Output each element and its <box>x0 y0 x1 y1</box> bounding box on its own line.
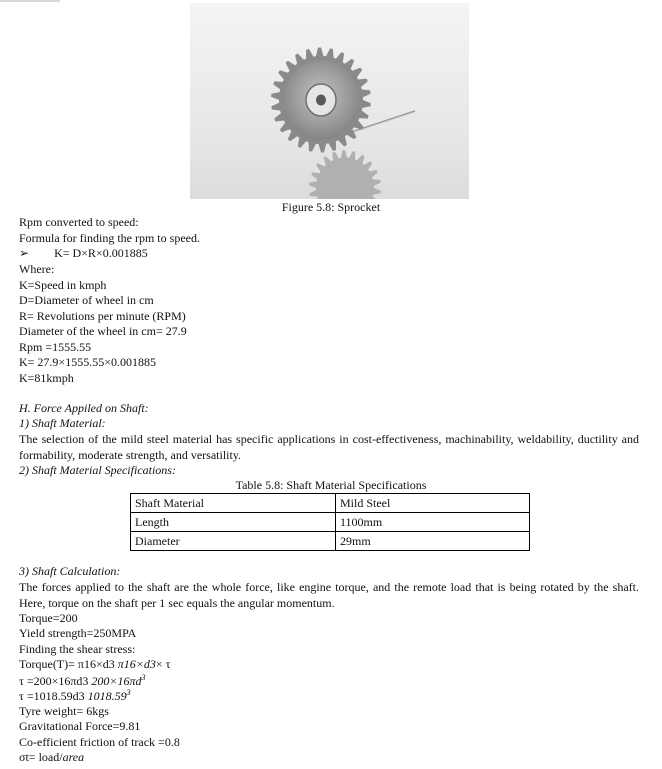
yield-strength: Yield strength=250MPA <box>19 626 137 640</box>
sigma-text: σt= load/ <box>19 750 63 764</box>
gravitational-force: Gravitational Force=9.81 <box>19 719 141 733</box>
table-cell: Shaft Material <box>131 494 336 513</box>
table-cell: 1100mm <box>336 513 530 532</box>
k-definition: K=Speed in kmph <box>19 278 107 292</box>
speed-formula-intro: Formula for finding the rpm to speed. <box>19 231 200 245</box>
tau-formula-2 <box>19 688 131 704</box>
shaft-calc-paragraph: The forces applied to the shaft are the whole force, like engine torque, and the remote load that is being rotated by the shaft. Here, torque on the shaft per 1 sec equals the angular momentum. <box>19 580 639 610</box>
speed-result: K=81kmph <box>19 371 74 385</box>
table-cell: 29mm <box>336 532 530 551</box>
table-row <box>131 494 530 513</box>
d-definition: D=Diameter of wheel in cm <box>19 293 154 307</box>
section-h-heading: H. Force Appiled on Shaft: <box>19 401 149 415</box>
table-title: Table 5.8: Shaft Material Specifications <box>235 478 427 492</box>
torque-formula-end: × τ <box>155 657 171 671</box>
sprocket-bore <box>316 95 326 106</box>
lower-gear-teeth <box>309 150 381 199</box>
sprocket-figure <box>190 3 469 199</box>
sigma-formula <box>19 750 84 765</box>
top-rule <box>0 0 60 2</box>
table-row <box>131 513 530 532</box>
table-row <box>131 532 530 551</box>
sigma-italic: area <box>62 750 85 764</box>
tau1-italic: 200×16πd <box>91 674 142 688</box>
where-label: Where: <box>19 262 55 276</box>
torque-formula-text: Torque(T)= π16×d3 <box>19 657 118 671</box>
tau-formula-1 <box>19 673 146 689</box>
table-cell: Length <box>131 513 336 532</box>
table-cell: Diameter <box>131 532 336 551</box>
tau2-text: τ =1018.59d3 <box>19 689 88 703</box>
diameter-value: Diameter of the wheel in cm= 27.9 <box>19 324 187 338</box>
shear-stress-heading: Finding the shear stress: <box>19 642 136 656</box>
speed-calculation: K= 27.9×1555.55×0.001885 <box>19 355 156 369</box>
tau2-sup: 3 <box>126 688 131 697</box>
rpm-value: Rpm =1555.55 <box>19 340 92 354</box>
tau2-italic: 1018.59 <box>87 689 127 703</box>
torque-value: Torque=200 <box>19 611 78 625</box>
sprocket-icon <box>190 3 469 199</box>
shaft-material-heading: 1) Shaft Material: <box>19 416 106 430</box>
r-definition: R= Revolutions per minute (RPM) <box>19 309 186 323</box>
torque-formula <box>19 657 170 672</box>
shaft-calc-heading: 3) Shaft Calculation: <box>19 564 121 578</box>
tau1-text: τ =200×16πd3 <box>19 674 92 688</box>
shaft-spec-table <box>130 493 530 551</box>
speed-formula: K= D×R×0.001885 <box>54 246 148 260</box>
formula-line <box>19 246 148 261</box>
speed-intro: Rpm converted to speed: <box>19 215 139 229</box>
lower-gear-shape <box>309 150 381 199</box>
bullet-arrow-icon: ➢ <box>19 246 30 260</box>
shaft-material-paragraph: The selection of the mild steel material has specific applications in cost-effectiveness, machinability, weldability, ductility and formability, moderate strength, and versatility. <box>19 432 639 462</box>
figure-caption: Figure 5.8: Sprocket <box>281 200 381 214</box>
tau1-sup: 3 <box>141 673 146 682</box>
table-cell: Mild Steel <box>336 494 530 513</box>
shaft-spec-heading: 2) Shaft Material Specifications: <box>19 463 176 477</box>
friction-coefficient: Co-efficient friction of track =0.8 <box>19 735 180 749</box>
tyre-weight: Tyre weight= 6kgs <box>19 704 109 718</box>
torque-formula-italic: π16×d3 <box>117 657 156 671</box>
main-sprocket <box>271 48 371 153</box>
